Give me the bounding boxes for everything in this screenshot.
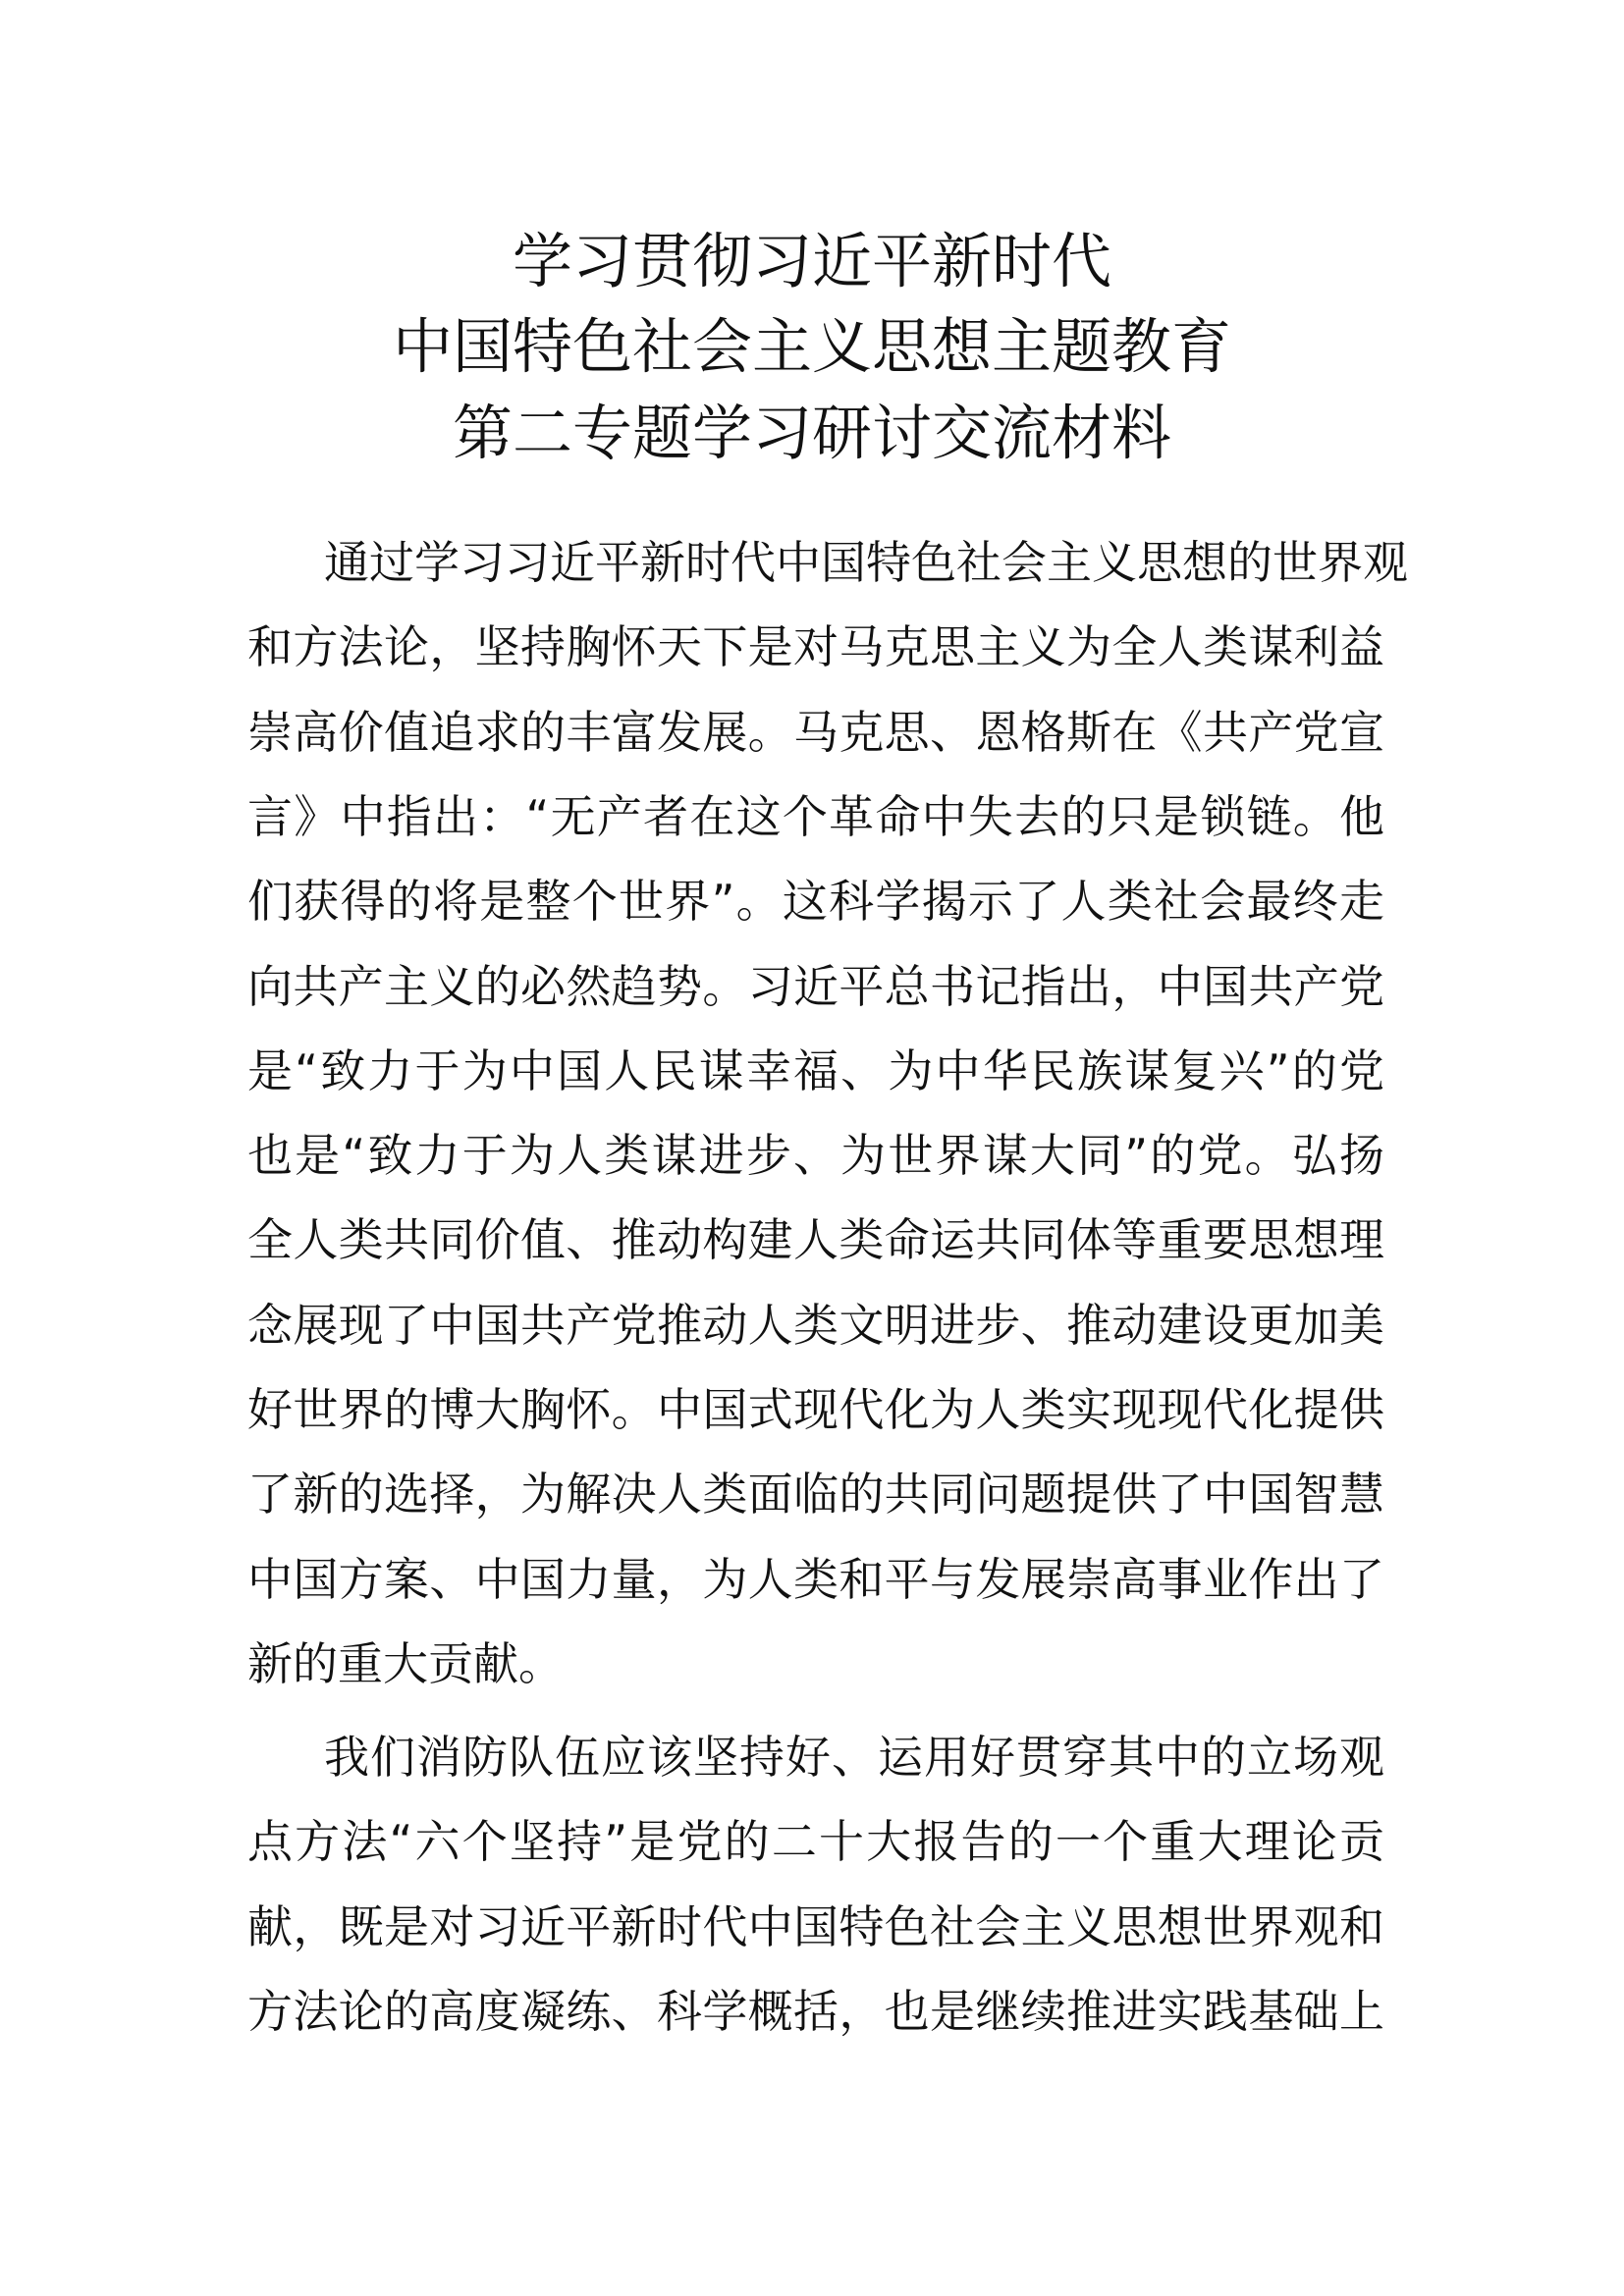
document-title-line-1: 学习贯彻习近平新时代	[512, 227, 1111, 296]
paragraph-line: 点方法“六个坚持”是党的二十大报告的一个重大理论贡	[247, 1815, 1384, 1869]
paragraph-line: 也是“致力于为人类谋进步、为世界谋大同”的党。弘扬	[247, 1129, 1384, 1183]
paragraph-line: 好世界的博大胸怀。中国式现代化为人类实现现代化提供	[247, 1383, 1384, 1436]
paragraph-line: 了新的选择，为解决人类面临的共同问题提供了中国智慧	[247, 1468, 1384, 1522]
paragraph-line: 中国方案、中国力量，为人类和平与发展崇高事业作出了	[247, 1552, 1384, 1606]
paragraph-line: 献，既是对习近平新时代中国特色社会主义思想世界观和	[247, 1899, 1384, 1953]
document-title-line-2: 中国特色社会主义思想主题教育	[392, 312, 1231, 382]
paragraph-line: 全人类共同价值、推动构建人类命运共同体等重要思想理	[247, 1213, 1384, 1267]
paragraph-line: 和方法论，坚持胸怀天下是对马克思主义为全人类谋利益	[247, 620, 1384, 674]
paragraph-line: 崇高价值追求的丰富发展。马克思、恩格斯在《共产党宣	[247, 705, 1384, 759]
paragraph-line: 向共产主义的必然趋势。习近平总书记指出，中国共产党	[247, 959, 1384, 1013]
paragraph-line: 通过学习习近平新时代中国特色社会主义思想的世界观	[324, 536, 1408, 589]
paragraph-line: 们获得的将是整个世界”。这科学揭示了人类社会最终走	[247, 875, 1384, 929]
paragraph-line: 新的重大贡献。	[247, 1636, 564, 1690]
document-title-line-3: 第二专题学习研讨交流材料	[452, 399, 1171, 468]
paragraph-line: 言》中指出：“无产者在这个革命中失去的只是锁链。他	[247, 789, 1384, 843]
paragraph-line: 我们消防队伍应该坚持好、运用好贯穿其中的立场观	[324, 1731, 1384, 1784]
paragraph-line: 念展现了中国共产党推动人类文明进步、推动建设更加美	[247, 1298, 1384, 1352]
paragraph-line: 是“致力于为中国人民谋幸福、为中华民族谋复兴”的党	[247, 1043, 1384, 1097]
paragraph-line: 方法论的高度凝练、科学概括，也是继续推进实践基础上	[247, 1984, 1384, 2038]
